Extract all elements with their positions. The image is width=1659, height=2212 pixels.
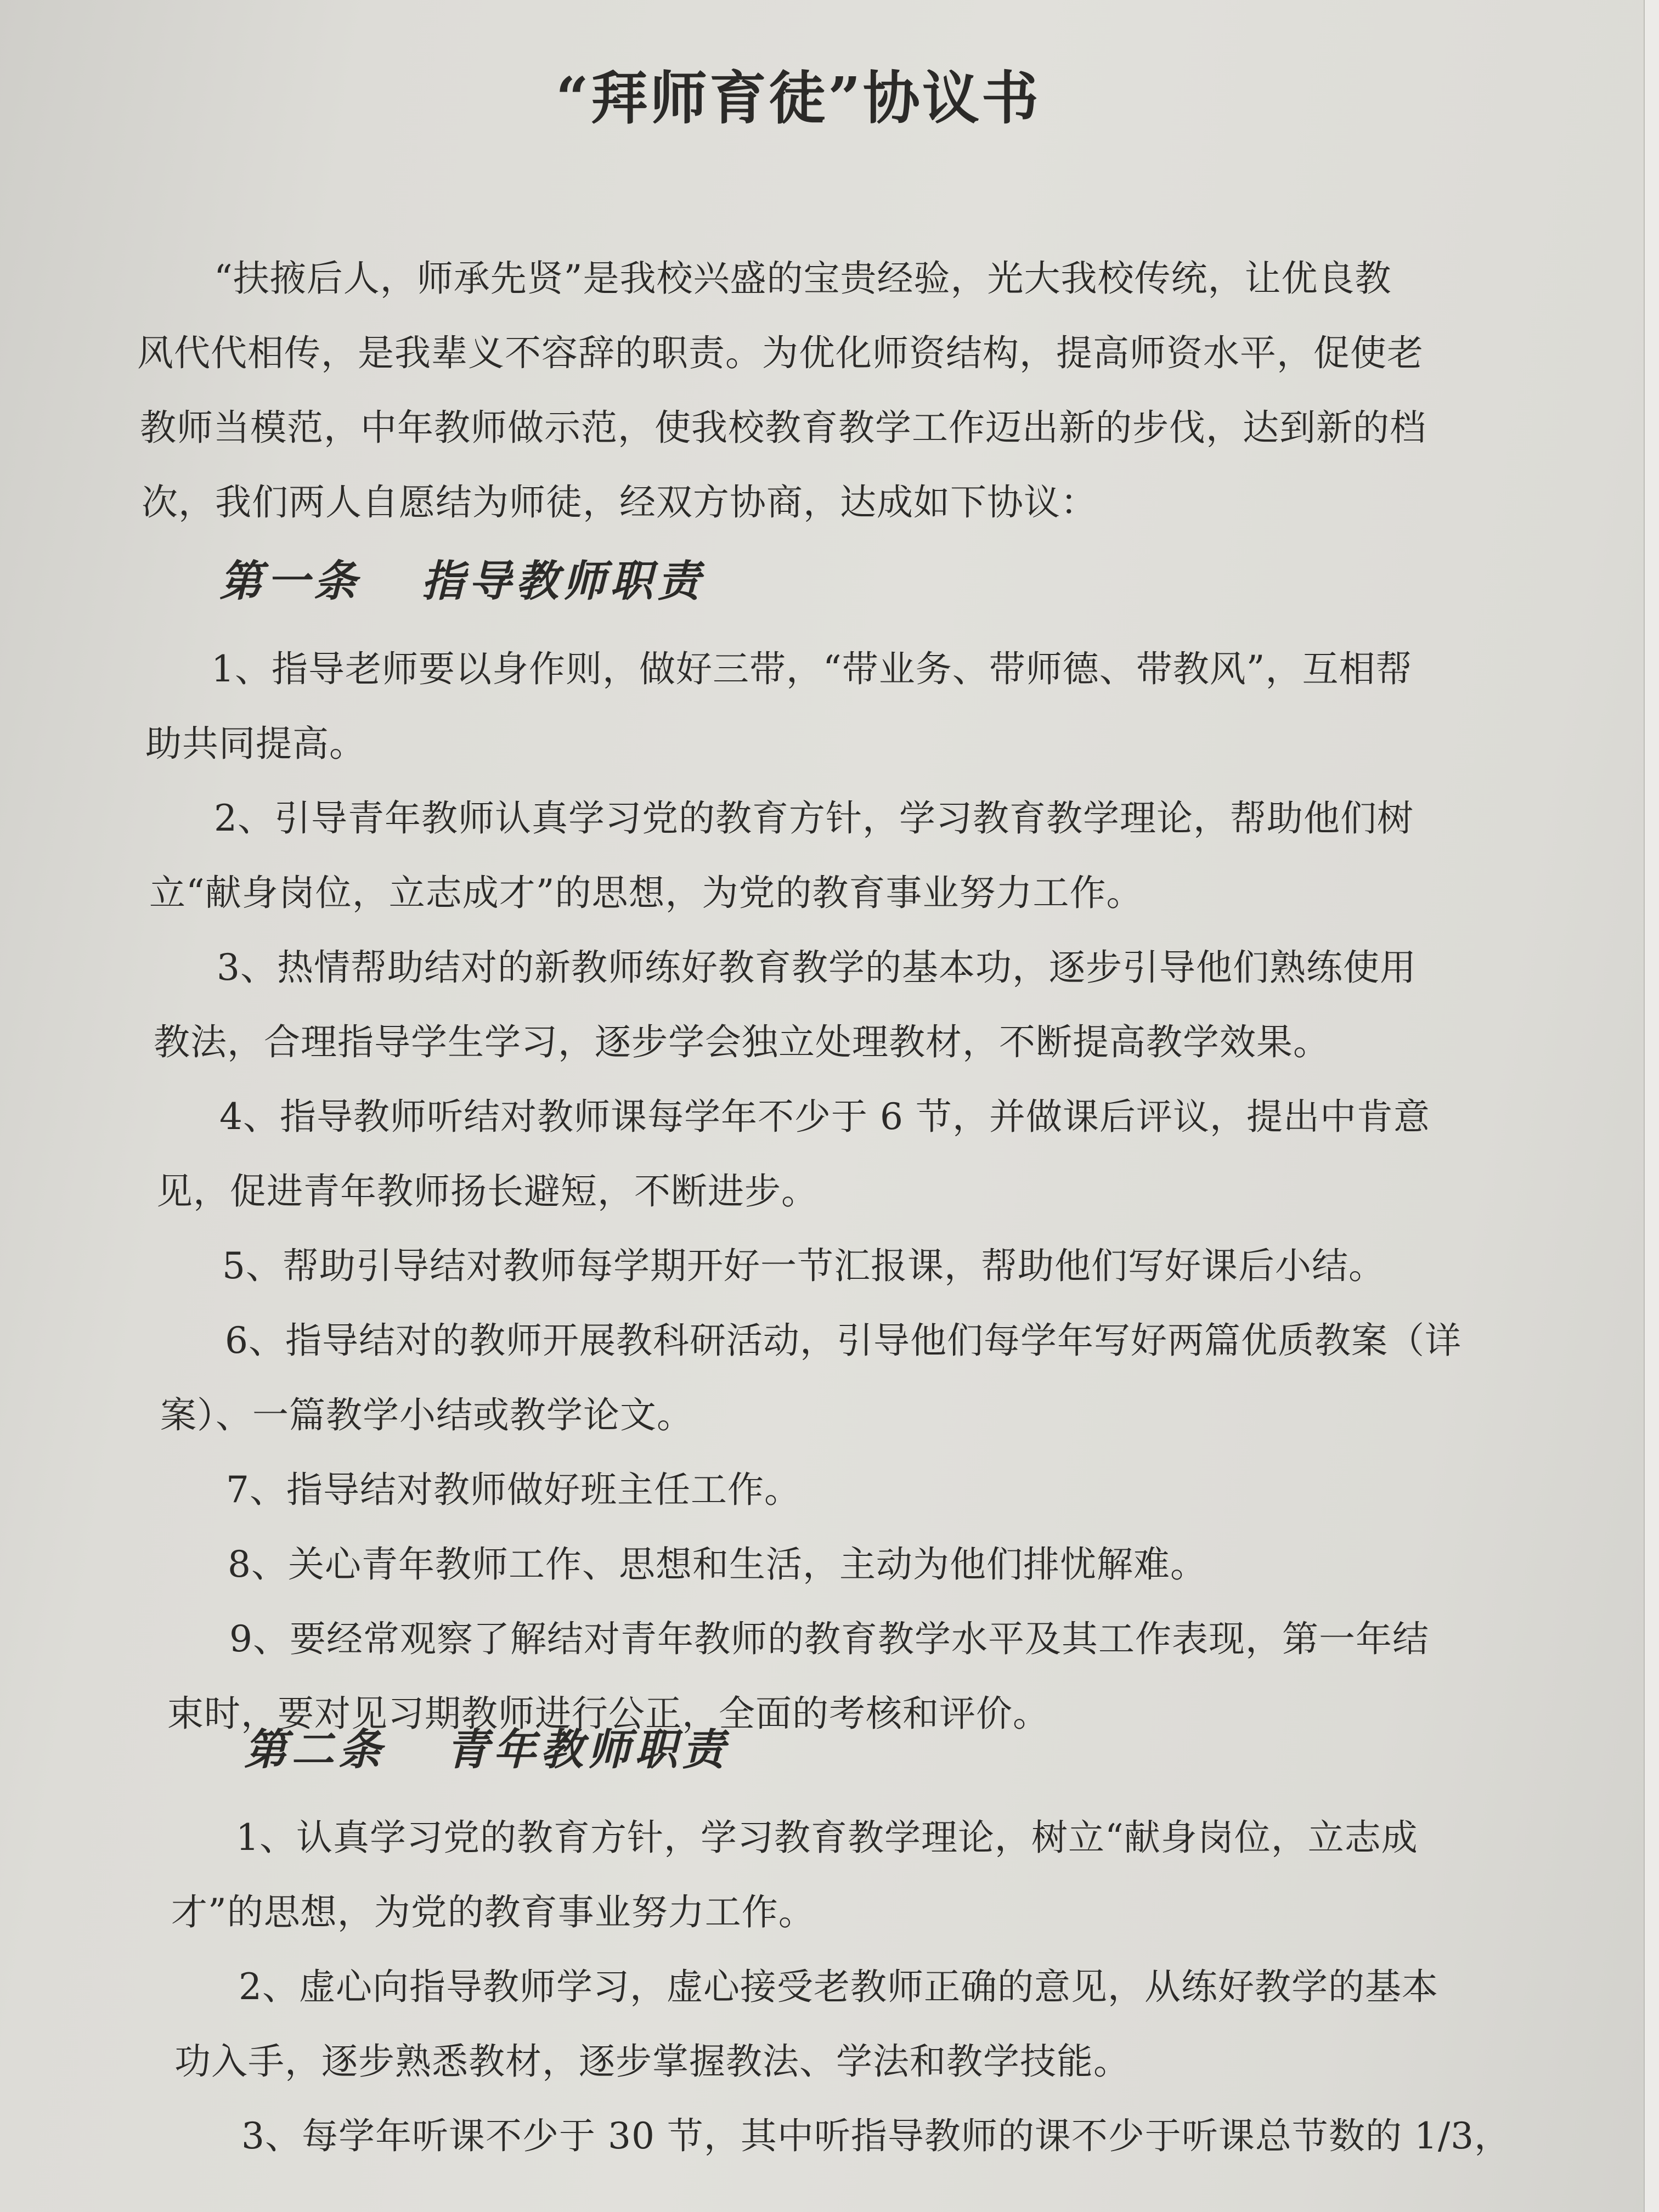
intro-line: “扶掖后人，师承先贤”是我校兴盛的宝贵经验，光大我校传统，让优良教 <box>214 257 1392 300</box>
clause-line: 6、指导结对的教师开展教科研活动，引导他们每学年写好两篇优质教案（详 <box>225 1319 1462 1362</box>
clause-line: 9、要经常观察了解结对青年教师的教育教学水平及其工作表现，第一年结 <box>229 1618 1429 1660</box>
document-title: “拜师育徒”协议书 <box>556 64 1041 132</box>
clause-line: 8、关心青年教师工作、思想和生活，主动为他们排忧解难。 <box>228 1543 1207 1585</box>
intro-line: 次，我们两人自愿结为师徒，经双方协商，达成如下协议： <box>142 481 1097 523</box>
clause-line: 案）、一篇教学小结或教学论文。 <box>160 1394 693 1436</box>
intro-line: 教师当模范，中年教师做示范，使我校教育教学工作迈出新的步伐，达到新的档 <box>140 407 1426 449</box>
clause-line: 5、帮助引导结对教师每学期开好一节汇报课，帮助他们写好课后小结。 <box>222 1245 1385 1287</box>
clause-line: 见，促进青年教师扬长避短，不断进步。 <box>156 1170 818 1212</box>
section-heading-1 <box>219 554 704 609</box>
clause-line: 2、虚心向指导教师学习，虚心接受老教师正确的意见，从练好教学的基本 <box>239 1966 1438 2008</box>
clause-line: 4、指导教师听结对教师课每学年不少于 6 节，并做课后评议，提出中肯意 <box>219 1096 1430 1138</box>
clause-line: 2、引导青年教师认真学习党的教育方针，学习教育教学理论，帮助他们树 <box>214 797 1414 839</box>
clause-line: 教法，合理指导学生学习，逐步学会独立处理教材，不断提高教学效果。 <box>154 1021 1330 1063</box>
clause-line: 1、指导老师要以身作则，做好三带，“带业务、带师德、带教风”，互相帮 <box>211 648 1413 690</box>
intro-line: 风代代相传，是我辈义不容辞的职责。为优化师资结构，提高师资水平，促使老 <box>137 332 1424 374</box>
clause-line: 助共同提高。 <box>145 723 366 765</box>
paper-edge <box>1644 0 1659 2212</box>
section-title: 指导教师职责 <box>421 556 705 606</box>
clause-line: 功入手，逐步熟悉教材，逐步掌握教法、学法和教学技能。 <box>174 2040 1130 2083</box>
section-heading-2 <box>244 1723 729 1778</box>
clause-line: 7、指导结对教师做好班主任工作。 <box>226 1469 801 1511</box>
clause-line: 1、认真学习党的教育方针，学习教育教学理论，树立“献身岗位，立志成 <box>236 1816 1418 1859</box>
section-title: 青年教师职责 <box>446 1725 730 1775</box>
section-number: 第一条 <box>219 556 362 606</box>
clause-line: 立“献身岗位，立志成才”的思想，为党的教育事业努力工作。 <box>149 872 1143 914</box>
clause-line: 才”的思想，为党的教育事业努力工作。 <box>171 1891 815 1933</box>
clause-line: 3、热情帮助结对的新教师练好教育教学的基本功，逐步引导他们熟练使用 <box>217 946 1417 989</box>
clause-line: 3、每学年听课不少于 30 节，其中听指导教师的课不少于听课总节数的 1/3， <box>241 2115 1511 2157</box>
clause-line: 束时，要对见习期教师进行公正，全面的考核和评价。 <box>167 1692 1049 1735</box>
section-number: 第二条 <box>244 1725 386 1775</box>
